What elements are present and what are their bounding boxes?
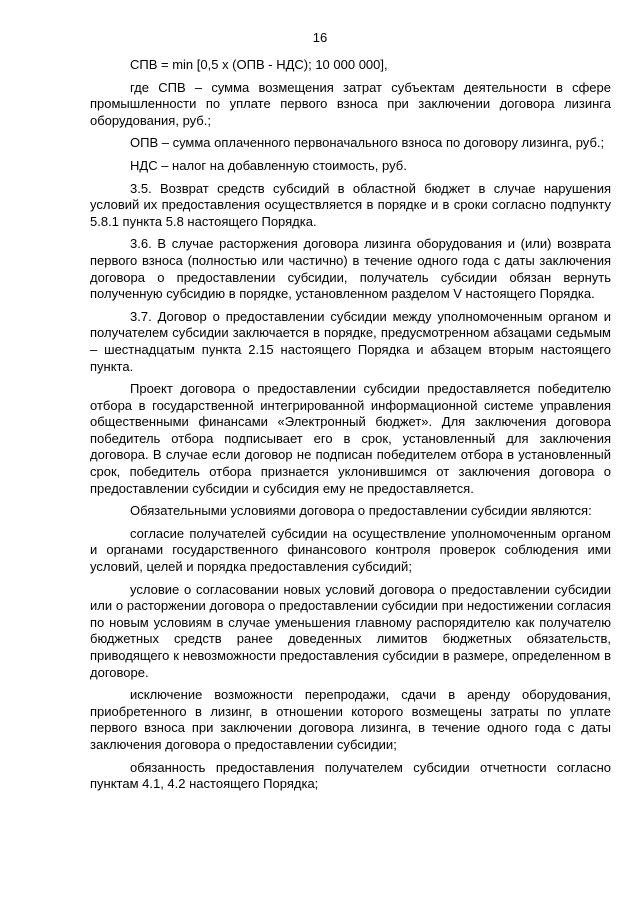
paragraph-condition-consent: согласие получателей субсидии на осуществление уполномоченным органом и органами государственного финансового контроля проверок соблюдения ими условий, целей и порядка предоставления субсидий; bbox=[90, 525, 611, 575]
paragraph-draft-agreement: Проект договора о предоставлении субсидии предоставляется победителю отбора в государственной интегрированной информационной системе управления общественными финансами «Электронный бюджет». Для заключения договора победитель отбора подписывает его в срок, установленный для заключения договора. В случае если договор не подписан победителем отбора в установленный срок, победитель отбора признается уклонившимся от заключения договора о предоставлении субсидии и субсидия ему не предоставляется. bbox=[90, 381, 611, 496]
paragraph-condition-resale: исключение возможности перепродажи, сдачи в аренду оборудования, приобретенного в лизинг, в отношении которого возмещены затраты по уплате первого взноса при заключении договора лизинга, в течение одного года с даты заключения договора о предоставлении субсидии; bbox=[90, 687, 611, 752]
paragraph-condition-reporting: обязанность предоставления получателем субсидии отчетности согласно пунктам 4.1, 4.2 настоящего Порядка; bbox=[90, 759, 611, 792]
paragraph-3-7: 3.7. Договор о предоставлении субсидии между уполномоченным органом и получателем субсидии заключается в порядке, предусмотренном абзацами седьмым – шестнадцатым пункта 2.15 настоящего Порядка и абзацем вторым настоящего пункта. bbox=[90, 308, 611, 374]
paragraph-spv-definition: где СПВ – сумма возмещения затрат субъектам деятельности в сфере промышленности по уплате первого взноса при заключении договора лизинга оборудования, руб.; bbox=[90, 79, 611, 128]
paragraph-3-5: 3.5. Возврат средств субсидий в областной бюджет в случае нарушения условий их предоставления осуществляется в порядке и в сроки согласно подпункту 5.8.1 пункта 5.8 настоящего Порядка. bbox=[90, 180, 611, 229]
paragraph-opv-definition: ОПВ – сумма оплаченного первоначального взноса по договору лизинга, руб.; bbox=[130, 135, 605, 151]
formula-line: СПВ = min [0,5 x (ОПВ - НДС); 10 000 000], bbox=[130, 57, 388, 72]
paragraph-mandatory-conditions: Обязательными условиями договора о предоставлении субсидии являются: bbox=[130, 503, 592, 519]
paragraph-nds-definition: НДС – налог на добавленную стоимость, руб. bbox=[130, 157, 407, 173]
paragraph-3-6: 3.6. В случае расторжения договора лизинга оборудования и (или) возврата первого взноса (полностью или частично) в течение одного года с даты заключения договора о предоставлении субсидии, получатель субсидии обязан вернуть полученную субсидию в порядке, установленном разделом V настоящего Порядка. bbox=[90, 236, 611, 302]
paragraph-condition-new-terms: условие о согласовании новых условий договора о предоставлении субсидии или о расторжении договора о предоставлении субсидии при недостижении согласия по новым условиям в случае уменьшения главному распорядителю как получателю бюджетных средств ранее доведенных лимитов бюджетных обязательств, приводящего к невозможности предоставления субсидии в размере, определенном в договоре. bbox=[90, 581, 611, 680]
document-body bbox=[90, 57, 611, 799]
page-number: 16 bbox=[312, 30, 328, 45]
